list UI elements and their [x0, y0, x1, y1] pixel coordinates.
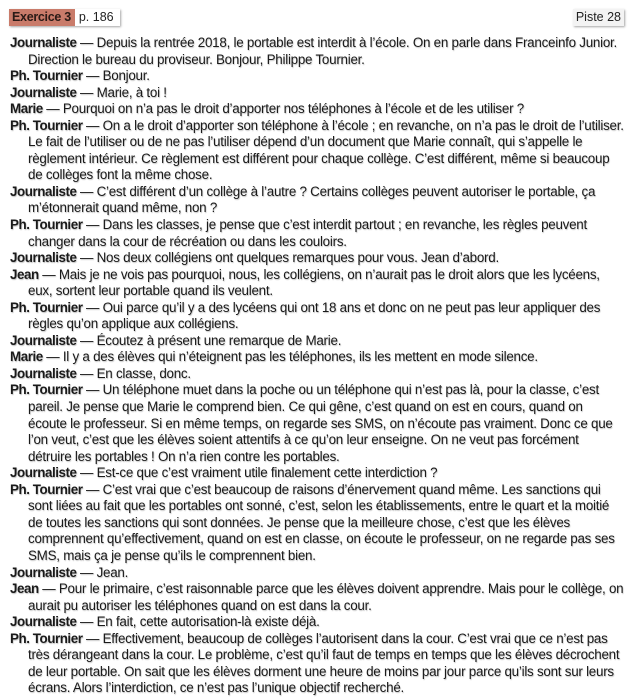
dash: — [76, 250, 97, 266]
speaker-name: Ph. Tournier [10, 630, 83, 646]
dialogue-line [10, 300, 624, 333]
dialogue-line [10, 333, 624, 350]
dialogue-line [10, 217, 624, 250]
dialogue-text: Marie, à toi ! [96, 84, 167, 100]
dialogue-text: Effectivement, beaucoup de collèges l’autorisent dans la cour. C’est vrai que ce n’est pas très dérangeant dans la cour. Le problème, c’est qu’il faut de temps en temps que les élèves décrochent de leur portable. On sait que les élèves dorment une heure de moins par jour parce qu’ils sont sur leurs écrans. Alors l’interdiction, ce n’est pas l’unique objectif recherché. [28, 630, 620, 696]
dialogue-text: Oui parce qu’il y a des lycéens qui ont 18 ans et donc on ne peut pas leur appliquer des règles qu’on applique aux collégiens. [28, 299, 601, 332]
speaker-name: Journaliste [10, 84, 77, 100]
dialogue-line [10, 184, 624, 217]
dialogue-line [10, 349, 624, 366]
dash: — [76, 465, 97, 481]
dialogue-text: Dans les classes, je pense que c’est interdit partout ; en revanche, les règles peuvent changer dans la cour de récréation ou dans les couloirs. [28, 217, 587, 249]
dash: — [38, 581, 59, 597]
dialogue-text: Pour le primaire, c’est raisonnable parce que les élèves doivent apprendre. Mais pour le collège, on aurait pu autoriser les téléphones quand on est dans la cour. [28, 581, 624, 613]
dialogue-text: Jean. [96, 564, 129, 580]
speaker-name: Journaliste [10, 35, 77, 50]
exercise-label: Exercice 3 [9, 9, 75, 26]
dash: — [42, 349, 63, 365]
dialogue-text: Écoutez à présent une remarque de Marie. [96, 332, 342, 348]
exercise-badge [9, 9, 120, 26]
dash: — [76, 183, 97, 199]
dialogue-text: Il y a des élèves qui n’éteignent pas les téléphones, ils les mettent en mode silence. [62, 349, 538, 365]
dialogue-line [10, 118, 624, 184]
dialogue-text: Un téléphone muet dans la poche ou un téléphone qui n’est pas là, pour la classe, c’est pareil. Je pense que Marie le comprend bien. Ce qui gêne, c’est quand on est en cours, quand on écoute le professeur. Si en même temps, on regarde ses SMS, on n’écoute pas vraiment. Donc ce que l’on veut, c’est que les élèves soient attentifs à ce qu’on leur enseigne. On ne veut pas forcément détruire les portables ! On n’a rien contre les portables. [28, 382, 613, 464]
speaker-name: Journaliste [10, 465, 77, 481]
dash: — [76, 365, 97, 381]
dialogue-text: Bonjour. [102, 68, 150, 84]
dash: — [82, 299, 103, 315]
dialogue-line [10, 465, 624, 482]
dialogue-text: C’est vrai que c’est beaucoup de raisons d’énervement quand même. Les sanctions qui sont liées au fait que les portables ont sonné, c’est, selon les établissements, entre le quart et la moitié de toutes les sanctions qui sont données. Je pense que la meilleure chose, c’est que les élèves comprennent qu’effectivement, quand on est en classe, on écoute le professeur, on ne regarde pas ses SMS, mais ça je pense qu’ils le comprennent bien. [28, 481, 615, 563]
dash: — [82, 382, 103, 398]
speaker-name: Marie [10, 349, 43, 365]
speaker-name: Ph. Tournier [10, 68, 83, 84]
dialogue-line [10, 631, 624, 697]
page-reference: p. 186 [78, 10, 114, 24]
speaker-name: Journaliste [10, 183, 77, 199]
audio-track-label: Piste 28 [573, 9, 624, 26]
dash: — [76, 332, 97, 348]
dash: — [82, 117, 103, 133]
speaker-name: Ph. Tournier [10, 382, 83, 398]
speaker-name: Jean [10, 266, 39, 282]
dialogue-text: En fait, cette autorisation-là existe déjà. [96, 614, 320, 630]
exercise-header [9, 9, 624, 26]
dialogue-line [10, 101, 624, 118]
speaker-name: Ph. Tournier [10, 217, 83, 233]
speaker-name: Journaliste [10, 614, 77, 630]
speaker-name: Ph. Tournier [10, 299, 83, 315]
dialogue-line [10, 267, 624, 300]
dialogue-line [10, 250, 624, 267]
dash: — [82, 68, 103, 84]
dialogue-line [10, 85, 624, 102]
dialogue-line [10, 482, 624, 565]
speaker-name: Journaliste [10, 564, 77, 580]
dash: — [82, 481, 103, 497]
dialogue-text: Depuis la rentrée 2018, le portable est interdit à l’école. On en parle dans Franceinfo Junior. Direction le bureau du proviseur. Bonjour, Philippe Tournier. [28, 35, 617, 67]
speaker-name: Journaliste [10, 332, 77, 348]
dash: — [82, 217, 103, 233]
dash: — [76, 564, 97, 580]
dialogue-line [10, 366, 624, 383]
dialogue-line [10, 614, 624, 631]
dash: — [42, 101, 63, 117]
speaker-name: Ph. Tournier [10, 117, 83, 133]
dialogue-text: C’est différent d’un collège à l’autre ? Certains collèges peuvent autoriser le portable, ça m’étonnerait quand même, non ? [28, 183, 596, 216]
speaker-name: Journaliste [10, 365, 77, 381]
speaker-name: Ph. Tournier [10, 481, 83, 497]
dialogue-text: Pourquoi on n’a pas le droit d’apporter nos téléphones à l’école et de les utiliser ? [62, 101, 524, 117]
dialogue-line [10, 581, 624, 614]
dialogue-line [10, 565, 624, 582]
speaker-name: Journaliste [10, 250, 77, 266]
dialogue-text: On a le droit d’apporter son téléphone à l’école ; en revanche, on n’a pas le droit de l’utiliser. Le fait de l’utiliser ou de ne pas l’utiliser dépend d’un document que Marie connaît, qui s’appelle le règlement intérieur. Ce règlement est différent pour chaque collège. C’est différent, même si beaucoup de collèges font la même chose. [28, 117, 624, 183]
dialogue-text: Est-ce que c’est vraiment utile finalement cette interdiction ? [96, 465, 438, 481]
dialogue-text: En classe, donc. [96, 365, 191, 381]
dialogue-line [10, 35, 624, 68]
dialogue-line [10, 382, 624, 465]
dash: — [82, 630, 103, 646]
speaker-name: Marie [10, 101, 43, 117]
dialogue-line [10, 68, 624, 85]
dialogue-transcript [10, 35, 624, 697]
speaker-name: Jean [10, 581, 39, 597]
dash: — [76, 84, 97, 100]
dialogue-text: Nos deux collégiens ont quelques remarques pour vous. Jean d’abord. [96, 250, 499, 266]
dash: — [38, 266, 59, 282]
dialogue-text: Mais je ne vois pas pourquoi, nous, les collégiens, on n’aurait pas le droit alors que les lycéens, eux, sortent leur portable quand ils veulent. [28, 266, 600, 299]
dash: — [76, 614, 97, 630]
dash: — [76, 35, 97, 50]
